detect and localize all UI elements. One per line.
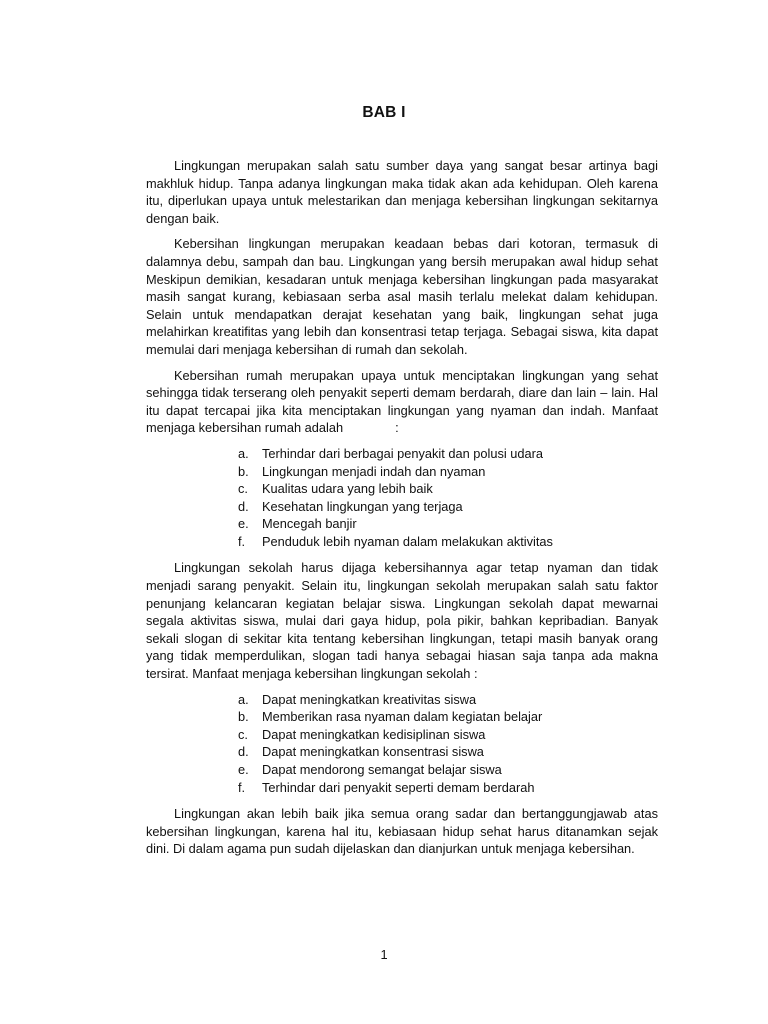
list-marker: a. — [238, 691, 249, 707]
paragraph-definition: Kebersihan lingkungan merupakan keadaan bebas dari kotoran, termasuk di dalamnya debu, sampah dan bau. Lingkungan yang bersih merupakan awal hidup sehat Meskipun demikian, kesadaran untuk menjaga kebersihan lingkungan pada masyarakat masih sangat kurang, kebiasaan serba asal masih terlalu melekat dalam kehidupan. Selain untuk mendapatkan derajat kesehatan yang baik, lingkungan sehat juga melahirkan kreatifitas yang lebih dan konsentrasi tetap terjaga. Sebagai siswa, kita dapat memulai dari menjaga kebersihan di rumah dan sekolah. — [146, 236, 658, 357]
list-marker: d. — [238, 498, 249, 514]
list-marker: f. — [238, 533, 246, 549]
list-item-text: Penduduk lebih nyaman dalam melakukan aktivitas — [262, 533, 553, 549]
paragraph-school-cleanliness: Lingkungan sekolah harus dijaga kebersihannya agar tetap nyaman dan tidak menjadi sarang penyakit. Selain itu, lingkungan sekolah merupakan salah satu faktor penunjang kelancaran kegiatan belajar siswa. Lingkungan sekolah dapat mewarnai segala aktivitas siswa, mulai dari gaya hidup, pola pikir, bahkan kepribadian. Banyak sekali slogan di sekitar kita tentang kebersihan lingkungan, tetapi masih banyak orang yang tidak memperdulikan, slogan tadi hanya sebagai hiasan saja tanpa ada makna tersirat. Manfaat menjaga kebersihan lingkungan sekolah : — [146, 560, 658, 682]
list-item-text: Kualitas udara yang lebih baik — [262, 481, 433, 497]
list-marker: b. — [238, 709, 249, 725]
list-item — [238, 480, 658, 498]
list-item — [238, 708, 658, 726]
list-item-text: Kesehatan lingkungan yang terjaga — [262, 498, 463, 514]
chapter-title: BAB I — [362, 104, 406, 121]
list-item — [238, 691, 658, 709]
list-marker: a. — [238, 445, 249, 461]
list-item-text: Dapat mendorong semangat belajar siswa — [262, 762, 502, 777]
list-item — [238, 533, 658, 551]
paragraph-conclusion: Lingkungan akan lebih baik jika semua orang sadar dan bertanggungjawab atas kebersihan lingkungan, karena hal itu, kebiasaan hidup sehat harus ditanamkan sejak dini. Di dalam agama pun sudah dijelaskan dan dianjurkan untuk menjaga kebersihan. — [146, 806, 658, 857]
list-marker: f. — [238, 779, 246, 795]
paragraph-home-text: Kebersihan rumah merupakan upaya untuk menciptakan lingkungan yang sehat sehingga tidak terserang oleh penyakit seperti demam berdarah, diare dan lain – lain. Hal itu dapat tercapai jika kita menciptakan lingkungan yang nyaman dan indah. Manfaat menjaga kebersihan rumah adalah — [146, 367, 658, 436]
list-item — [238, 445, 658, 463]
list-marker: c. — [238, 726, 248, 742]
list-marker: e. — [238, 762, 249, 777]
list-item — [238, 743, 658, 761]
list-item-text: Terhindar dari penyakit seperti demam berdarah — [262, 779, 535, 795]
list-item-text: Dapat meningkatkan kreativitas siswa — [262, 691, 477, 707]
list-item-text: Mencegah banjir — [262, 516, 357, 532]
page-number: 1 — [380, 947, 388, 962]
paragraph-home-colon: : — [395, 420, 399, 436]
list-marker: d. — [238, 744, 249, 760]
home-benefits-list — [146, 445, 658, 551]
document-body — [146, 157, 658, 866]
list-item-text: Lingkungan menjadi indah dan nyaman — [262, 463, 486, 479]
list-item — [238, 515, 658, 533]
list-marker: b. — [238, 463, 249, 479]
school-benefits-list — [146, 691, 658, 797]
list-item-text: Dapat meningkatkan kedisiplinan siswa — [262, 726, 486, 742]
paragraph-home-cleanliness — [146, 367, 658, 437]
list-item-text: Terhindar dari berbagai penyakit dan polusi udara — [262, 445, 544, 461]
list-item-text: Memberikan rasa nyaman dalam kegiatan belajar — [262, 709, 543, 725]
list-item — [238, 463, 658, 481]
list-item-text: Dapat meningkatkan konsentrasi siswa — [262, 744, 484, 760]
list-marker: c. — [238, 481, 248, 497]
list-marker: e. — [238, 516, 249, 532]
list-item — [238, 498, 658, 516]
list-item — [238, 779, 658, 797]
list-item — [238, 726, 658, 744]
paragraph-intro: Lingkungan merupakan salah satu sumber daya yang sangat besar artinya bagi makhluk hidup. Tanpa adanya lingkungan maka tidak akan ada kehidupan. Oleh karena itu, diperlukan upaya untuk melestarikan dan menjaga kebersihan lingkungan sekitarnya dengan baik. — [146, 158, 658, 226]
list-item — [238, 761, 658, 779]
